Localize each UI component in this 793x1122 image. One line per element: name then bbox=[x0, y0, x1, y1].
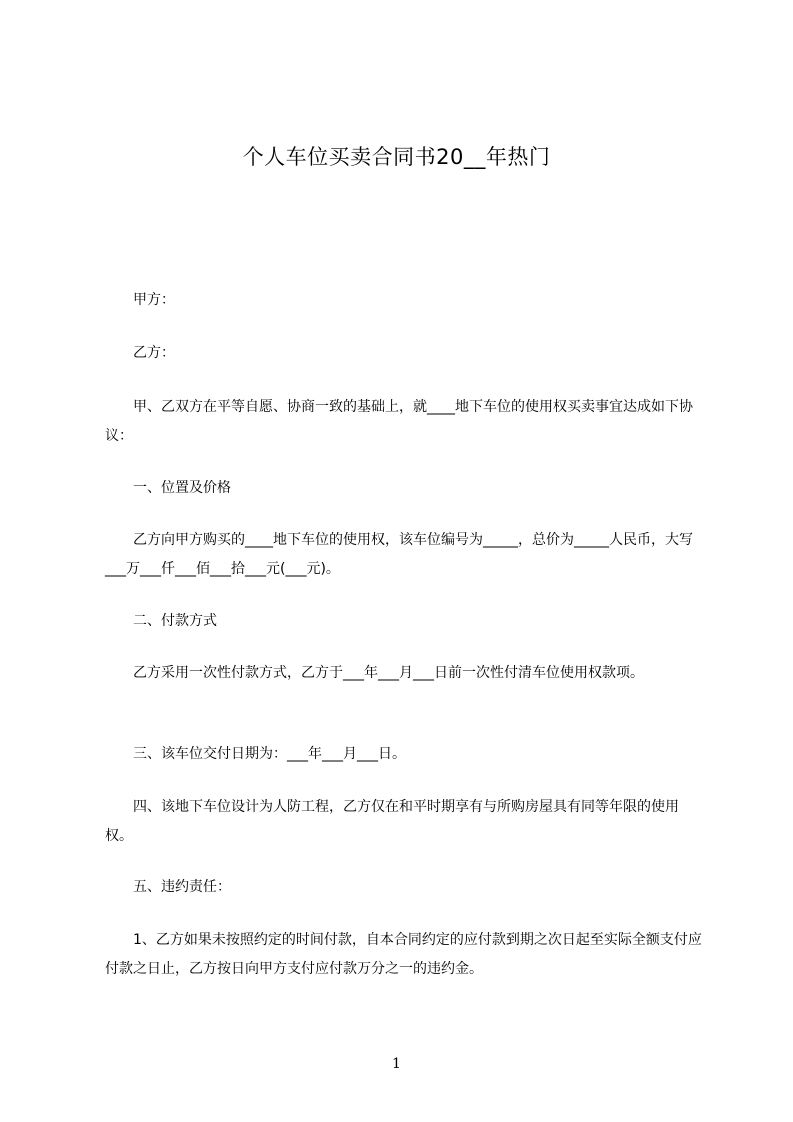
location-price-paragraph: 乙方向甲方购买的____地下车位的使用权，该车位编号为_____，总价为_____人民币，大写___万___仟___佰___拾___元(___元)。 bbox=[105, 532, 693, 577]
section-heading-payment-method: 二、付款方式 bbox=[105, 613, 217, 629]
payment-method-paragraph: 乙方采用一次性付款方式，乙方于___年___月___日前一次性付清车位使用权款项。 bbox=[105, 665, 644, 681]
delivery-date-line: 三、该车位交付日期为：___年___月___日。 bbox=[105, 746, 406, 762]
agreement-intro-paragraph: 甲、乙双方在平等自愿、协商一致的基础上，就____地下车位的使用权买卖事宜达成如下协议： bbox=[105, 399, 693, 444]
party-a-line: 甲方： bbox=[105, 292, 175, 308]
section-heading-location-price: 一、位置及价格 bbox=[105, 480, 231, 496]
party-b-line: 乙方： bbox=[105, 345, 175, 361]
page-number: 1 bbox=[392, 1056, 401, 1072]
liability-clause-1: 1、乙方如果未按照约定的时间付款，自本合同约定的应付款到期之次日起至实际全额支付应付款之日止，乙方按日向甲方支付应付款万分之一的违约金。 bbox=[105, 932, 702, 977]
civil-defense-paragraph: 四、该地下车位设计为人防工程，乙方仅在和平时期享有与所购房屋具有同等年限的使用权。 bbox=[105, 799, 679, 844]
document-title: 个人车位买卖合同书20__年热门 bbox=[242, 145, 551, 169]
section-heading-liability: 五、违约责任： bbox=[105, 879, 231, 895]
